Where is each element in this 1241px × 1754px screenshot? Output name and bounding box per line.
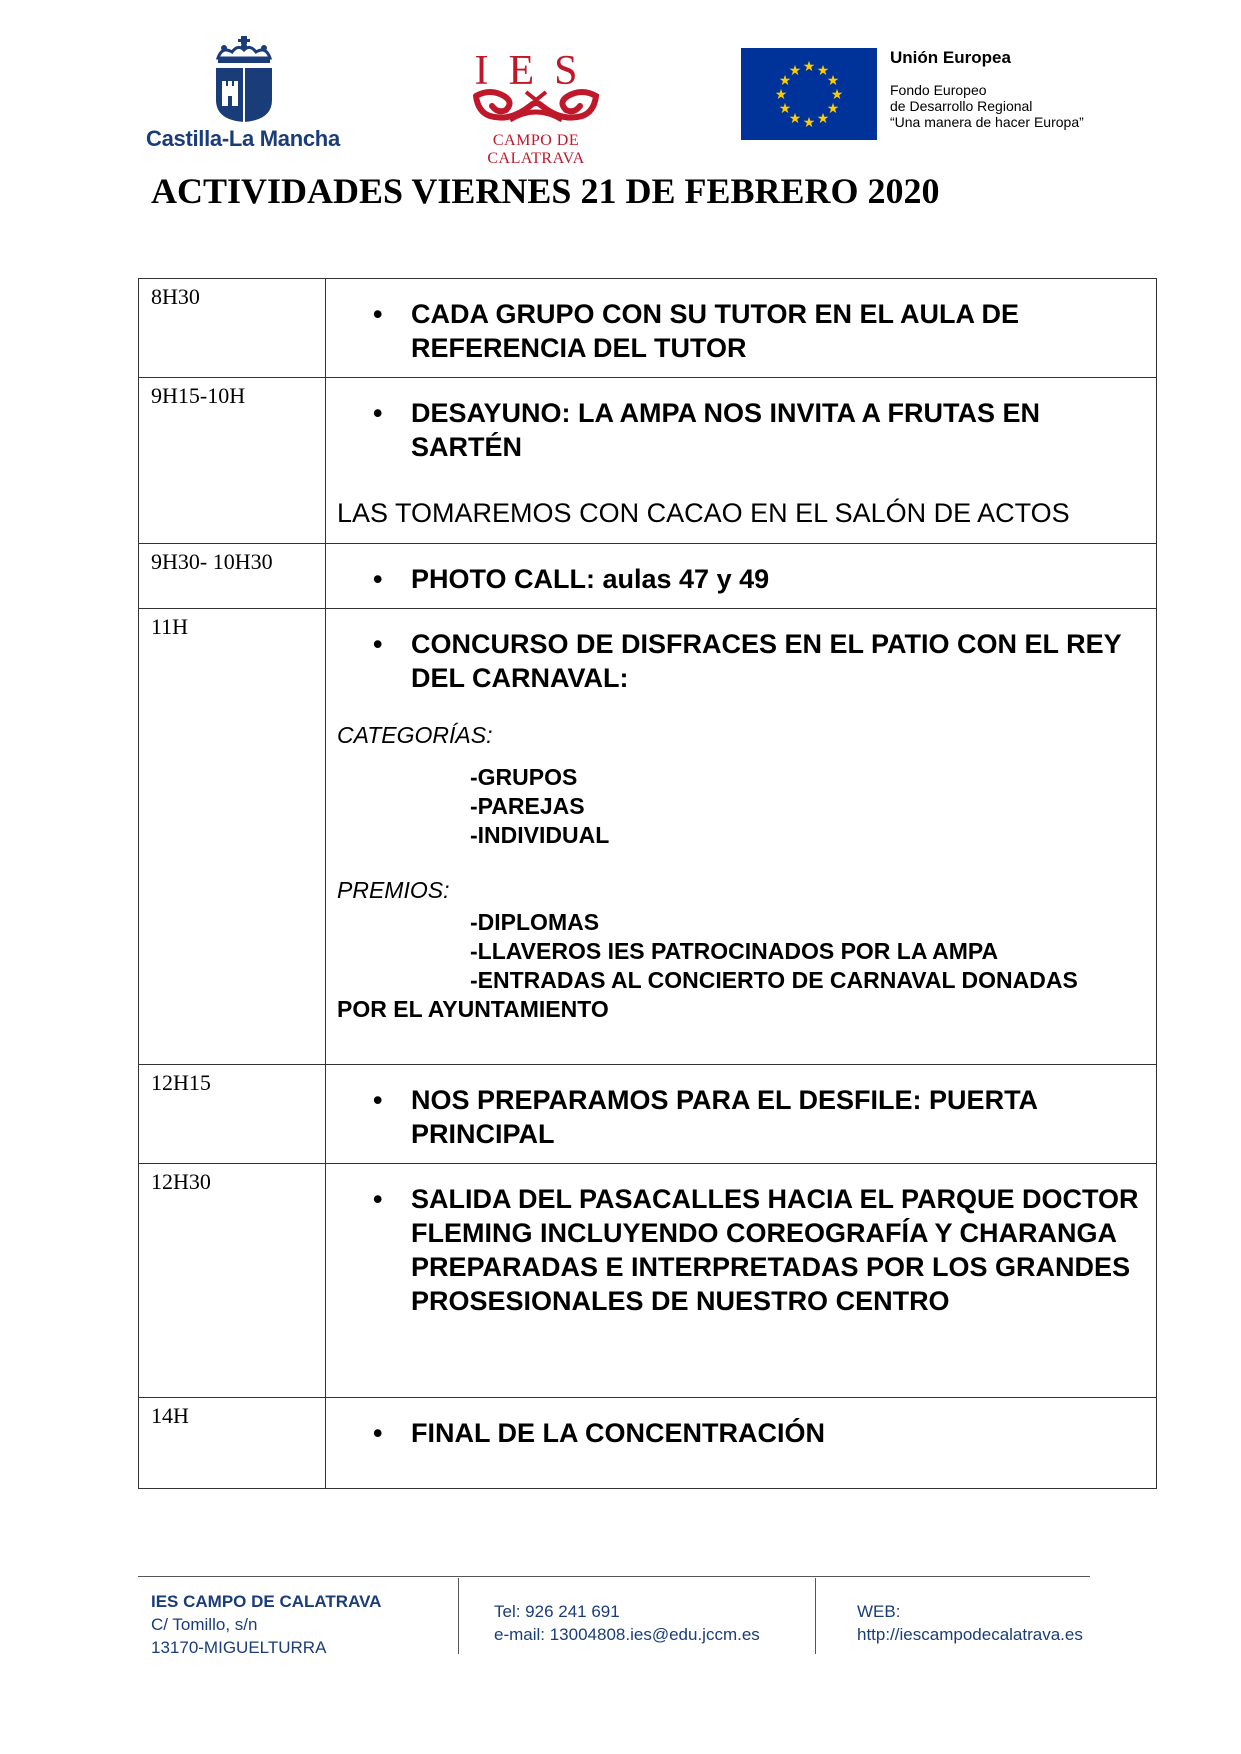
activity-text: • FINAL DE LA CONCENTRACIÓN (337, 1416, 1140, 1450)
ies-letters: IES (474, 48, 598, 94)
table-row (139, 1164, 1157, 1398)
prizes-label: PREMIOS: (337, 877, 450, 903)
table-row (139, 378, 1157, 544)
footer-web (857, 1600, 1083, 1646)
activity-text: • PHOTO CALL: aulas 47 y 49 (337, 562, 1140, 596)
eu-title: Unión Europea (890, 48, 1011, 67)
list-item: -INDIVIDUAL (470, 822, 610, 848)
footer-separator (458, 1578, 459, 1654)
footer-web-label: WEB: (857, 1602, 901, 1621)
eu-fund-text (890, 48, 1084, 130)
footer-city: 13170-MIGUELTURRA (151, 1638, 327, 1657)
activity-cell (326, 1164, 1157, 1398)
eu-line-3: “Una manera de hacer Europa” (890, 114, 1084, 130)
list-item: -DIPLOMAS (470, 909, 600, 935)
activity-cell (326, 609, 1157, 1065)
prizes-list (337, 908, 1140, 1024)
list-item: -ENTRADAS AL CONCIERTO DE CARNAVAL DONADAS (470, 967, 1078, 993)
svg-text:★: ★ (826, 101, 840, 117)
activity-cell (326, 544, 1157, 609)
eu-line-1: Fondo Europeo (890, 82, 987, 98)
activity-text: • NOS PREPARAMOS PARA EL DESFILE: PUERTA PRINCIPAL (337, 1083, 1140, 1151)
svg-text:★: ★ (778, 101, 792, 117)
table-row (139, 544, 1157, 609)
table-row (139, 1065, 1157, 1164)
activity-text: • DESAYUNO: LA AMPA NOS INVITA A FRUTAS EN SARTÉN (337, 396, 1140, 464)
time-cell: 12H30 (139, 1164, 326, 1398)
ies-campo-de-calatrava-logo-icon (470, 44, 602, 130)
list-item: -GRUPOS (470, 764, 578, 790)
time-cell: 8H30 (139, 279, 326, 378)
svg-text:★: ★ (802, 59, 816, 75)
footer-contact (494, 1600, 760, 1646)
list-item: -LLAVEROS IES PATROCINADOS POR LA AMPA (470, 938, 999, 964)
svg-text:★: ★ (778, 73, 792, 89)
activity-text: • CADA GRUPO CON SU TUTOR EN EL AULA DE REFERENCIA DEL TUTOR (337, 297, 1140, 365)
list-item-continuation: POR EL AYUNTAMIENTO (337, 996, 609, 1022)
eu-flag (741, 48, 877, 140)
eu-line-2: de Desarrollo Regional (890, 98, 1033, 114)
svg-text:★: ★ (816, 63, 830, 79)
castilla-la-mancha-name: Castilla-La Mancha (146, 126, 340, 151)
time-cell: 9H30- 10H30 (139, 544, 326, 609)
table-row (139, 609, 1157, 1065)
activity-text: • SALIDA DEL PASACALLES HACIA EL PARQUE DOCTOR FLEMING INCLUYENDO COREOGRAFÍA Y CHARANGA PREPARADAS E INTERPRETADAS POR LOS GRANDES PROSESIONALES DE NUESTRO CENTRO (337, 1182, 1140, 1318)
svg-text:★: ★ (816, 111, 830, 127)
list-item: -PAREJAS (470, 793, 585, 819)
categories-label: CATEGORÍAS: (337, 722, 493, 748)
activity-text: • CONCURSO DE DISFRACES EN EL PATIO CON EL REY DEL CARNAVAL: (337, 627, 1140, 695)
activity-cell (326, 1398, 1157, 1489)
svg-text:★: ★ (830, 87, 844, 103)
svg-text:★: ★ (774, 87, 788, 103)
time-cell: 14H (139, 1398, 326, 1489)
footer-web-link[interactable]: http://iescampodecalatrava.es (857, 1625, 1083, 1644)
footer-email[interactable]: e-mail: 13004808.ies@edu.jccm.es (494, 1625, 760, 1644)
svg-text:★: ★ (788, 111, 802, 127)
ies-logo (470, 44, 602, 167)
footer-phone: Tel: 926 241 691 (494, 1602, 620, 1621)
footer-address (151, 1590, 381, 1659)
activity-cell (326, 378, 1157, 544)
castilla-la-mancha-logo (146, 36, 346, 156)
table-row (139, 279, 1157, 378)
svg-text:★: ★ (802, 115, 816, 131)
categories-list (337, 763, 1140, 850)
table-row (139, 1398, 1157, 1489)
svg-text:★: ★ (788, 63, 802, 79)
footer-separator (815, 1578, 816, 1654)
activity-cell (326, 279, 1157, 378)
schedule-table (138, 278, 1157, 1489)
footer-street: C/ Tomillo, s/n (151, 1615, 258, 1634)
castilla-la-mancha-crest-icon (212, 36, 276, 122)
time-cell: 11H (139, 609, 326, 1065)
activity-cell (326, 1065, 1157, 1164)
ies-name: CAMPO DE CALATRAVA (487, 132, 585, 167)
svg-text:★: ★ (826, 73, 840, 89)
time-cell: 12H15 (139, 1065, 326, 1164)
page-title: ACTIVIDADES VIERNES 21 DE FEBRERO 2020 (151, 171, 940, 211)
footer-school-name: IES CAMPO DE CALATRAVA (151, 1592, 382, 1611)
time-cell: 9H15-10H (139, 378, 326, 544)
footer-divider (138, 1576, 1090, 1577)
eu-flag-icon (741, 48, 877, 140)
activity-note: LAS TOMAREMOS CON CACAO EN EL SALÓN DE ACTOS (337, 498, 1070, 528)
